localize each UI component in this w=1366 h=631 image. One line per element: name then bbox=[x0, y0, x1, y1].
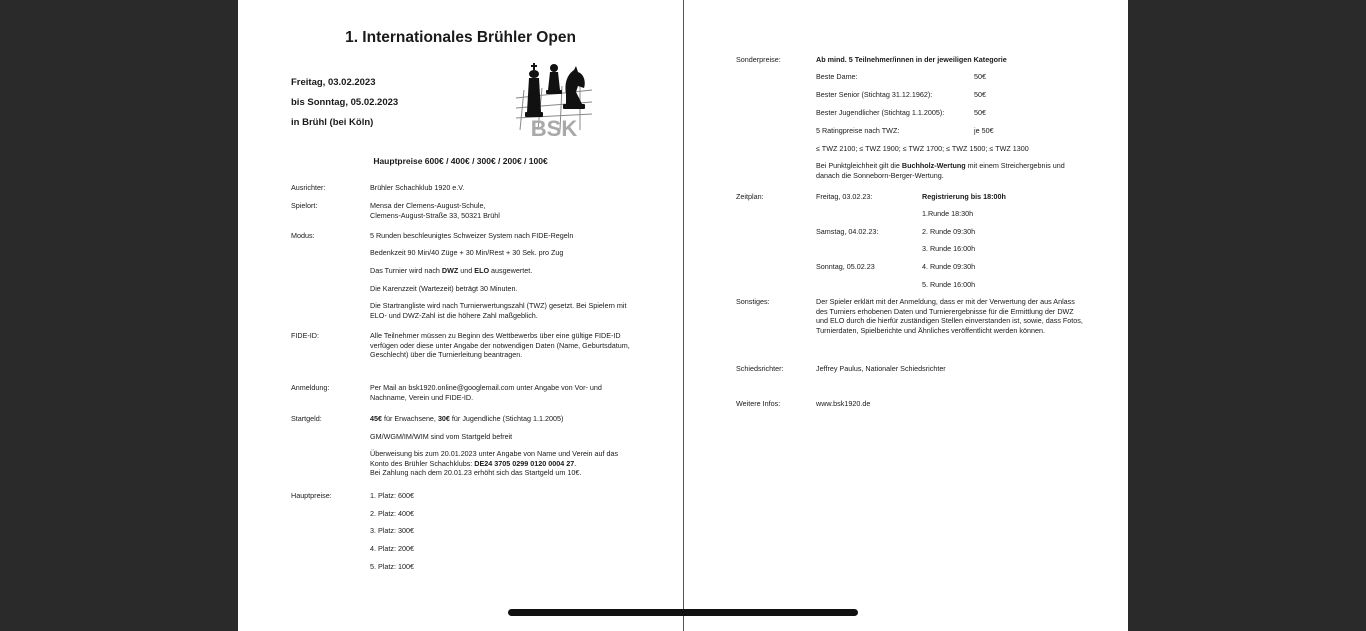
schedule-event: 4. Runde 09:30h bbox=[922, 262, 976, 271]
website-link[interactable]: www.bsk1920.de bbox=[816, 399, 871, 408]
modus-line4: Die Karenzzeit (Wartezeit) beträgt 30 Minuten. bbox=[370, 284, 518, 293]
prize-list-item: 3. Platz: 300€ bbox=[370, 526, 414, 535]
ausrichter-label: Ausrichter: bbox=[291, 183, 326, 192]
bsk-logo bbox=[514, 60, 594, 140]
hauptpreise-label: Hauptpreise: bbox=[291, 491, 332, 500]
anmeldung-label: Anmeldung: bbox=[291, 383, 330, 392]
special-prize-name: Bester Jugendlicher (Stichtag 1.1.2005): bbox=[816, 108, 945, 117]
schedule-event: 1.Runde 18:30h bbox=[922, 209, 974, 218]
schedule-day: Freitag, 03.02.23: bbox=[816, 192, 873, 201]
zeitplan-label: Zeitplan: bbox=[736, 192, 764, 201]
prize-list-item: 5. Platz: 100€ bbox=[370, 562, 414, 571]
special-prize-amount: je 50€ bbox=[974, 126, 994, 135]
main-prizes-summary: Hauptpreise 600€ / 400€ / 300€ / 200€ / 100€ bbox=[373, 156, 548, 166]
special-prize-name: Beste Dame: bbox=[816, 72, 858, 81]
prize-list-item: 4. Platz: 200€ bbox=[370, 544, 414, 553]
date-to: bis Sonntag, 05.02.2023 bbox=[291, 97, 399, 108]
sonstiges-text: Der Spieler erklärt mit der Anmeldung, dass er mit der Verwertung der aus Anlass des Turniers erhobenen Daten und Turnierergebnisse für die Ermittlung der DWZ und ELO durch die hierfür zuständigen Stellen einverstanden ist, sowie, dass Fotos, Turnierdaten, Spielberichte und Ähnliches veröffentlicht werden können. bbox=[816, 297, 1083, 335]
prize-list-item: 2. Platz: 400€ bbox=[370, 509, 414, 518]
twz-categories: ≤ TWZ 2100; ≤ TWZ 1900; ≤ TWZ 1700; ≤ TWZ 1500; ≤ TWZ 1300 bbox=[816, 144, 1029, 153]
startgeld-line2: GM/WGM/IM/WIM sind vom Startgeld befreit bbox=[370, 432, 513, 441]
fide-label: FIDE-ID: bbox=[291, 331, 319, 340]
schedule-event: 3. Runde 16:00h bbox=[922, 244, 976, 253]
sonderpreise-heading: Ab mind. 5 Teilnehmer/innen in der jeweiligen Kategorie bbox=[816, 55, 1007, 64]
logo-text: BSK bbox=[530, 116, 578, 140]
special-prize-amount: 50€ bbox=[974, 90, 986, 99]
home-indicator-bar[interactable] bbox=[508, 609, 858, 616]
special-prize-name: 5 Ratingpreise nach TWZ: bbox=[816, 126, 900, 135]
modus-line3: Das Turnier wird nach DWZ und ELO ausgewertet. bbox=[370, 266, 533, 275]
startgeld-line1: 45€ für Erwachsene, 30€ für Jugendliche (Stichtag 1.1.2005) bbox=[370, 414, 564, 423]
location: in Brühl (bei Köln) bbox=[291, 117, 374, 128]
startgeld-label: Startgeld: bbox=[291, 414, 322, 423]
schiedsrichter-value: Jeffrey Paulus, Nationaler Schiedsrichter bbox=[816, 364, 946, 373]
modus-label: Modus: bbox=[291, 231, 315, 240]
special-prize-name: Bester Senior (Stichtag 31.12.1962): bbox=[816, 90, 933, 99]
modus-line5: Die Startrangliste wird nach Turnierwertungszahl (TWZ) gesetzt. Bei Spielern mit ELO- und DWZ-Zahl ist die höhere Zahl maßgeblich. bbox=[370, 301, 627, 320]
special-prize-amount: 50€ bbox=[974, 108, 986, 117]
schedule-day: Sonntag, 05.02.23 bbox=[816, 262, 875, 271]
schedule-event: Registrierung bis 18:00h bbox=[922, 192, 1006, 201]
modus-line1: 5 Runden beschleunigtes Schweizer System nach FIDE-Regeln bbox=[370, 231, 574, 240]
anmeldung-text: Per Mail an bsk1920.online@googlemail.com unter Angabe von Vor- und Nachname, Verein und FIDE-ID. bbox=[370, 383, 602, 402]
schedule-event: 5. Runde 16:00h bbox=[922, 280, 976, 289]
fide-text: Alle Teilnehmer müssen zu Beginn des Wettbewerbs über eine gültige FIDE-ID verfügen oder diese unter Angabe der notwendigen Daten (Name, Geburtsdatum, Geschlecht) über die Turnierleitung beantragen. bbox=[370, 331, 630, 360]
infos-label: Weitere Infos: bbox=[736, 399, 781, 408]
schiedsrichter-label: Schiedsrichter: bbox=[736, 364, 784, 373]
spielort-line2: Clemens-August-Straße 33, 50321 Brühl bbox=[370, 211, 500, 220]
chess-pieces-icon bbox=[525, 63, 585, 117]
startgeld-line3: Überweisung bis zum 20.01.2023 unter Angabe von Name und Verein auf das Konto des Brühler Schachklubs: DE24 3705 0299 0120 0004 27. Bei Zahlung nach dem 20.01.23 erhöht sich das Startgeld um 10€. bbox=[370, 449, 619, 478]
schedule-day: Samstag, 04.02.23: bbox=[816, 227, 879, 236]
prize-list-item: 1. Platz: 600€ bbox=[370, 491, 414, 500]
sonderpreise-label: Sonderpreise: bbox=[736, 55, 781, 64]
document-page-right bbox=[684, 0, 1128, 631]
tiebreak-rule: Bei Punktgleichheit gilt die Buchholz-Wertung mit einem Streichergebnis und danach die Sonneborn-Berger-Wertung. bbox=[816, 161, 1065, 180]
schedule-event: 2. Runde 09:30h bbox=[922, 227, 976, 236]
spielort-line1: Mensa der Clemens-August-Schule, bbox=[370, 201, 486, 210]
page-title: 1. Internationales Brühler Open bbox=[345, 29, 576, 46]
ausrichter-value: Brühler Schachklub 1920 e.V. bbox=[370, 183, 465, 192]
modus-line2: Bedenkzeit 90 Min/40 Züge + 30 Min/Rest + 30 Sek. pro Zug bbox=[370, 248, 564, 257]
date-from: Freitag, 03.02.2023 bbox=[291, 77, 376, 88]
sonstiges-label: Sonstiges: bbox=[736, 297, 770, 306]
document-page-left bbox=[238, 0, 683, 631]
spielort-label: Spielort: bbox=[291, 201, 318, 210]
special-prize-amount: 50€ bbox=[974, 72, 986, 81]
